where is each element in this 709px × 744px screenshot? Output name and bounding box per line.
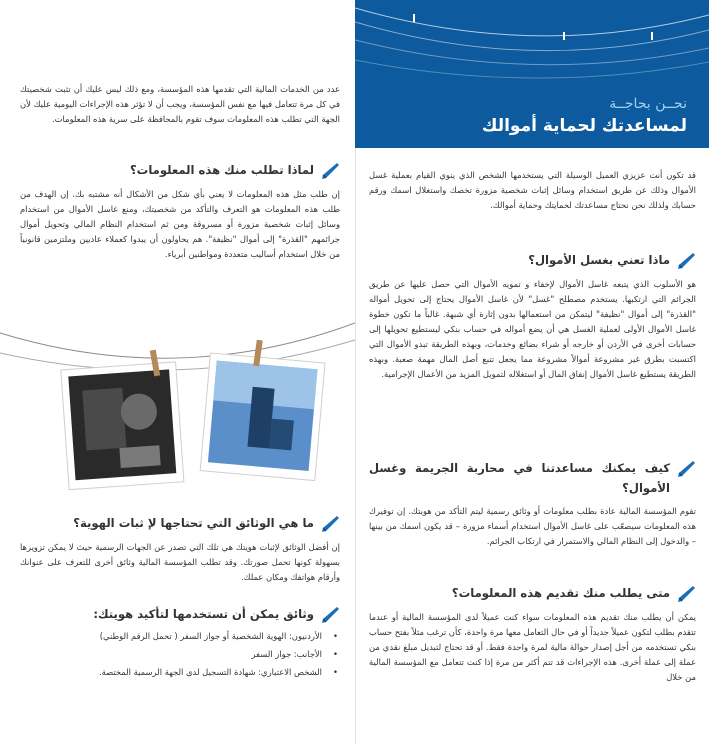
list-item: • الشخص الاعتباري: شهادة التسجيل لدى الجهة الرسمية المختصة.	[20, 665, 322, 680]
section-id-documents	[20, 604, 340, 683]
header-banner	[355, 0, 709, 148]
section-what-is-laundering	[369, 250, 696, 382]
section-when-requested	[369, 583, 696, 685]
section-paragraph: تقوم المؤسسة المالية عادة بطلب معلومات أو وثائق رسمية ليتم التأكد من هويتك. إن توفيرك هذه المعلومات سيصعّب على غاسل الأموال استخدام أسماء مزورة – قد يكون اسمك من بينها – والدخول إلى النظام المالي والاستمرار في ارتكاب الجرائم.	[369, 506, 696, 546]
section-paragraph: هو الأسلوب الذي يتبعه غاسل الأموال لإخفاء و تمويه الأموال التي حصل عليها عن طريق الجرائم التي ارتكبها. يستخدم مصطلح "غسل" لأن غاسل الأموال يحتاج إلى تحويل أمواله "القذرة" إلى أموال "نظيفة" ليتمكن من استعمالها بدون إثارة أي شبهة. غالباً ما تكون خطوة غاسل الأموال الأولى لعملية الغسل هي أن يضع أمواله في حساب بنكي ليستطيع تحويلها إلى حسابات أخرى في الأردن أو خارجه أو شراء بضائع وخدمات، وبهذه الطريقة تبدو الأموال التي اكتسبت بطرق غير مشروعة أموالاً مشروعة مما يجعل تتبع أصل المال مهمة صعبة. وبهذه الطريقة يستطيع غاسل الأموال إنفاق المال أو استغلاله لتمويل المزيد من الأعمال الإجرامية.	[369, 279, 696, 379]
section-heading	[20, 160, 340, 181]
list-item: • الأجانب: جواز السفر	[20, 647, 322, 662]
section-heading	[369, 250, 696, 271]
section-how-help	[369, 458, 696, 549]
continuation-paragraph: عدد من الخدمات المالية التي تقدمها هذه المؤسسة، ومع ذلك ليس عليك أن تثبت شخصيتك في كل مرة تتعامل فيها مع نفس المؤسسة، ويجب أن لا تؤثر هذه الإجراءات اليومية عليك لأن الجهة التي تطلب هذه المعلومات سوف تقوم بالمحافظة على سرية هذه المعلومات.	[20, 84, 340, 124]
list-item: • الأردنيون: الهوية الشخصية أو جواز السفر ( تحمل الرقم الوطني)	[20, 629, 322, 644]
heading-text: ماذا تعني بغسل الأموال؟	[528, 253, 670, 267]
pen-icon	[676, 251, 696, 271]
photos-illustration	[0, 318, 355, 493]
heading-text: وثائق يمكن أن تستخدمها لتأكيد هويتك:	[93, 607, 314, 621]
left-continuation-block	[20, 82, 340, 127]
section-heading	[20, 604, 340, 625]
section-why-requested	[20, 160, 340, 262]
pen-icon	[676, 459, 696, 479]
section-paragraph: يمكن أن يطلب منك تقديم هذه المعلومات سواء كنت عميلاً لدى المؤسسة المالية أو عندما تتقدم بطلب لتكون عميلاً جديداً أو في حال التعامل معها مرة واحدة، كأن ترغب مثلاً بفتح حساب بنكي تستخدمه من أجل إصدار حوالة مالية لمرة واحدة فقط. أو قد تحتاج لتبديل مبلغ نقدي من عملة إلى عملة أخرى. هذه الإجراءات قد تتم أكثر من مرة إذا كنت تتعامل مع المؤسسة المالية من خلال	[369, 612, 696, 682]
heading-text: ما هي الوثائق التي تحتاجها لإ ثبات الهوية؟	[73, 516, 314, 530]
heading-text: كيف يمكنك مساعدتنا في محاربة الجريمة وغسل الأموال؟	[369, 461, 670, 495]
banner-subtitle: نحــن بحاجــة	[609, 96, 687, 112]
section-paragraph: إن طلب مثل هذه المعلومات لا يعني بأي شكل من الأشكال أنه مشتبه بك. إن الهدف من طلب هذه المعلومات هو التعرف والتأكد من شخصيتك، ومنع غاسل الأموال من استخدام وسائل إثبات شخصية مزورة أو مسروقة ومن ثم استخدام النظام المالي وتحويل أموال جرائمهم "القذرة" إلى أموال "نظيفة". هم يحاولون أن يبدوا كعملاء عاديين وملتزمين قانونياً من خلال استخدام أساليب متعددة ومواطنين أبرياء.	[20, 189, 340, 259]
intro-paragraph: قد تكون أنت عزيزي العميل الوسيلة التي يستخدمها الشخص الذي ينوي القيام بعملية غسل الأموال وذلك عن طريق استخدام وسائل إثبات شخصية مزورة تخصك واستغلال اسمك ورقم حسابك ولذلك نحن نحتاج مساعدتك لحمايتك وحماية أموالك.	[369, 170, 696, 210]
section-paragraph: إن أفضل الوثائق لإثبات هويتك هي تلك التي تصدر عن الجهات الرسمية حيث لا يمكن تزويرها بسهولة كونها تحمل صورتك. وقد تطلب المؤسسة المالية وثائق أخرى للتعرف على عنوانك وأرقام هواتفك ومكان عملك.	[20, 542, 340, 582]
heading-text: متى يطلب منك تقديم هذه المعلومات؟	[451, 586, 670, 600]
banner-title: لمساعدتك لحماية أموالك	[481, 116, 687, 136]
right-intro-block	[369, 168, 696, 213]
id-documents-list	[20, 629, 340, 680]
section-which-documents	[20, 513, 340, 585]
pen-icon	[676, 584, 696, 604]
section-heading	[20, 513, 340, 534]
section-heading	[369, 583, 696, 604]
section-heading	[369, 458, 696, 498]
pen-icon	[320, 605, 340, 625]
pen-icon	[320, 514, 340, 534]
clothesline-photos	[0, 318, 355, 493]
pen-icon	[320, 161, 340, 181]
heading-text: لماذا تطلب منك هذه المعلومات؟	[129, 163, 314, 177]
